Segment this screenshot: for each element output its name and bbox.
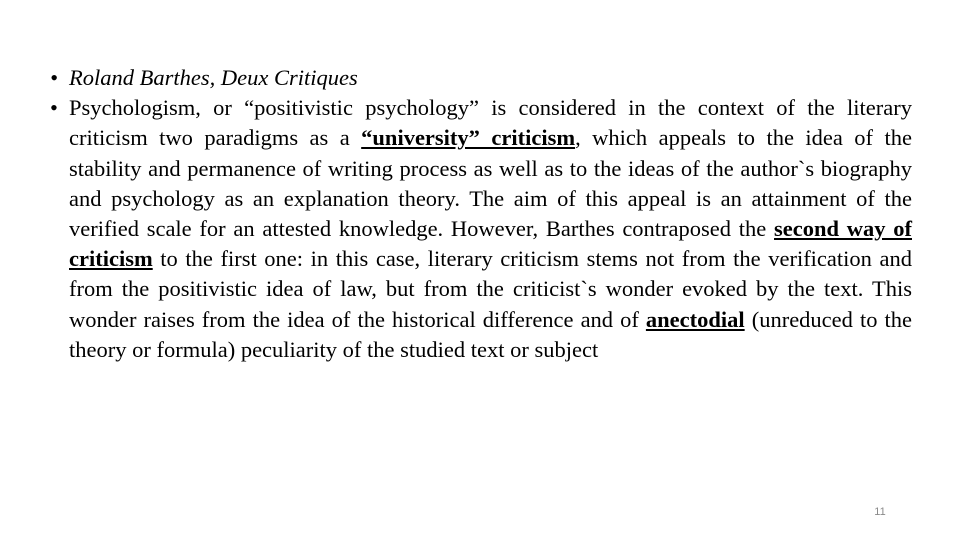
bullet-item-psychologism [50, 93, 912, 365]
emphasis-second-way-of-criticism: second way of criticism [69, 216, 912, 272]
bullet-list [50, 63, 912, 365]
bullet-glyph: • [50, 65, 58, 90]
bullet-text-roland-barthes: Roland Barthes, Deux Critiques [69, 65, 358, 90]
paragraph-text-3: to the first one: in this case, literary criticism stems not from the verification and from the positivistic idea of law, but from the criticist`s wonder evoked by the text. This wonder raises from the idea of the historical difference and of [69, 246, 912, 332]
bullet-item-title [50, 63, 912, 93]
page-number: 11 [874, 506, 886, 518]
emphasis-university-criticism: “university” criticism [361, 125, 576, 151]
paragraph-text-2: , which appeals to the idea of the stability and permanence of writing process as well as to the ideas of the author`s biography and psychology as an explanation theory. The aim of this appeal is an attainment of the verified scale for an attested knowledge. However, Barthes contraposed the [69, 125, 912, 242]
paragraph-text-1: Psychologism, or “positivistic psychology” is considered in the context of the literary criticism two paradigms as a [69, 95, 912, 151]
paragraph-text-4: (unreduced to the theory or formula) peculiarity of the studied text or subject [69, 306, 912, 362]
bullet-glyph: • [50, 95, 58, 121]
emphasis-anectodial: anectodial [645, 306, 745, 332]
